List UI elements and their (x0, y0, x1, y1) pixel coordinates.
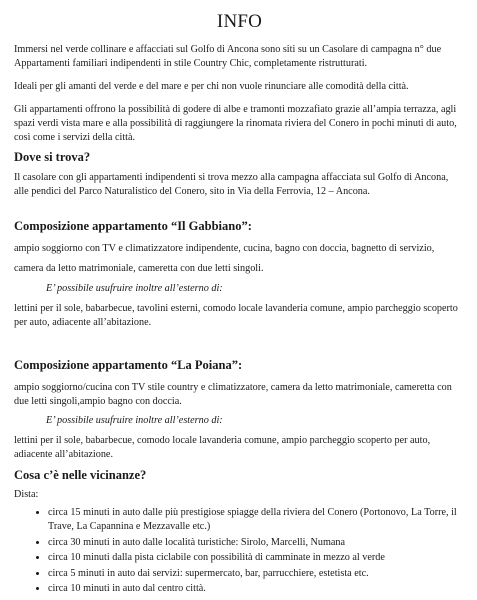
poiana-paragraph: ampio soggiorno/cucina con TV stile country e climatizzatore, camera da letto matrimoniale, cameretta con due letti singoli,ampio bagno con doccia. (14, 382, 452, 407)
list-item: • circa 15 minuti in auto dalle più prestigiose spiagge della riviera del Conero (Portonovo, La Torre, il Trave, La Capannina e Mezzavalle etc.) (48, 506, 465, 534)
list-item: • circa 5 minuti in auto dai servizi: supermercato, bar, parrucchiere, estetista etc. (48, 567, 465, 581)
list-item: • circa 30 minuti in auto dalle località turistiche: Sirolo, Marcelli, Numana (48, 536, 465, 550)
intro-paragraph-2: Ideali per gli amanti del verde e del mare e per chi non vuole rinunciare alle comodità della città. (14, 81, 409, 92)
poiana-external-label: E’ possibile usufruire inoltre all’esterno di: (46, 415, 223, 426)
intro-paragraph-1: Immersi nel verde collinare e affacciati sul Golfo di Ancona sono siti su un Casolare di campagna n° due Appartamenti familiari indipendenti in stile Country Chic, completamente ristrutturati. (14, 44, 442, 69)
vicinanze-list (14, 506, 465, 596)
section-heading-poiana: Composizione appartamento “La Poiana”: (14, 358, 243, 372)
dista-label: Dista: (14, 489, 39, 500)
dove-paragraph: Il casolare con gli appartamenti indipendenti si trova mezzo alla campagna affacciata sul Golfo di Ancona, alle pendici del Parco Naturalistico del Conero, sito in Via della Ferrovia, 12 – Ancona. (14, 172, 449, 197)
gabbiano-line-2: camera da letto matrimoniale, cameretta con due letti singoli. (14, 263, 264, 274)
section-heading-vicinanze: Cosa c’è nelle vicinanze? (14, 468, 147, 482)
list-item: • circa 10 minuti dalla pista ciclabile con possibilità di camminate in mezzo al verde (48, 551, 465, 565)
gabbiano-external-paragraph: lettini per il sole, babarbecue, tavolini esterni, comodo locale lavanderia comune, ampio parcheggio scoperto per auto, adiacente all’abitazione. (14, 303, 458, 328)
list-item: • circa 10 minuti in auto dal centro città. (48, 582, 465, 596)
gabbiano-line-1: ampio soggiorno con TV e climatizzatore indipendente, cucina, bagno con doccia, bagnetto di servizio, (14, 243, 435, 254)
section-heading-gabbiano: Composizione appartamento “Il Gabbiano”: (14, 219, 252, 233)
page-title: INFO (216, 11, 263, 32)
gabbiano-external-label: E’ possibile usufruire inoltre all’esterno di: (46, 283, 223, 294)
poiana-external-paragraph: lettini per il sole, babarbecue, comodo locale lavanderia comune, ampio parcheggio scoperto per auto, adiacente all’abitazione. (14, 435, 431, 460)
section-heading-dove: Dove si trova? (14, 150, 91, 164)
intro-paragraph-3: Gli appartamenti offrono la possibilità di godere di albe e tramonti mozzafiato grazie all’ampia terrazza, agli spazi verdi vista mare e alla possibilità di raggiungere la rinomata riviera del Conero in pochi minuti di auto, così come i servizi della città. (14, 104, 457, 143)
